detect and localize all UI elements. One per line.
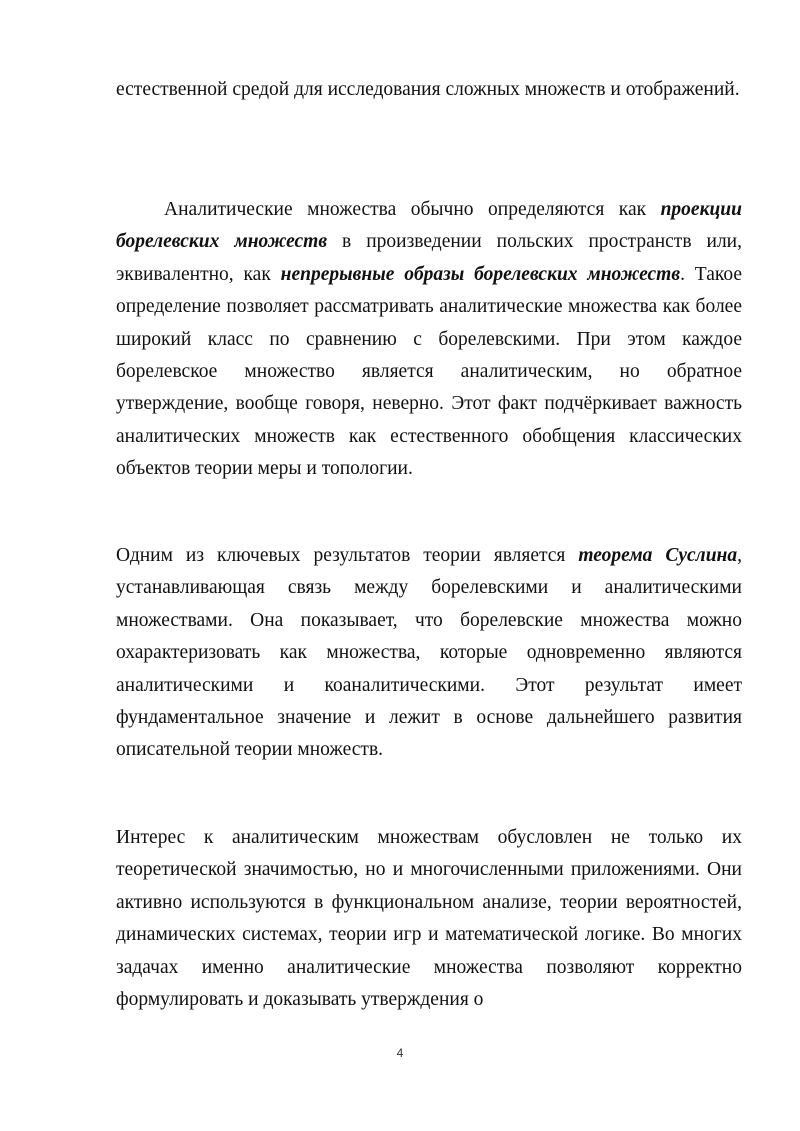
paragraph-analytic-definition xyxy=(116,194,742,486)
paragraph-text: Одним из ключевых результатов теории является xyxy=(116,545,579,566)
emphasis-term: проекции борелевских множеств xyxy=(116,199,742,253)
paragraph-applications xyxy=(116,822,742,1016)
paragraph-text: , устанавливающая связь между борелевскими и аналитическими множествами. Она показывает, что борелевские множества можно охарактеризовать как множества, которые одновременно являются аналитическими и коаналитическими. Этот результат имеет фундаментальное значение и лежит в основе дальнейшего развития описательной теории множеств. xyxy=(116,545,742,761)
paragraph-text: Аналитические множества обычно определяются как xyxy=(164,199,661,220)
page-number: 4 xyxy=(396,1046,404,1060)
paragraph-continuation xyxy=(116,74,742,106)
emphasis-term: теорема Суслина xyxy=(578,545,738,566)
paragraph-text: . Такое определение позволяет рассматривать аналитические множества как более широкий класс по сравнению с борелевскими. При этом каждое борелевское множество является аналитическим, но обратное утверждение, вообще говоря, неверно. Этот факт подчёркивает важность аналитических множеств как естественного обобщения классических объектов теории меры и топологии. xyxy=(116,263,742,480)
paragraph-suslin-theorem xyxy=(116,540,742,767)
paragraph-text: естественной средой для исследования сложных множеств и отображений. xyxy=(116,79,740,100)
paragraph-text: в произведении польских пространств или, эквивалентно, как xyxy=(116,231,742,285)
paragraph-text: Интерес к аналитическим множествам обусловлен не только их теоретической значимостью, но и многочисленными приложениями. Они активно используются в функциональном анализе, теории вероятностей, динамических системах, теории игр и математической логике. Во многих задачах именно аналитические множества позволяют корректно формулировать и доказывать утверждения о xyxy=(116,827,742,1011)
emphasis-term: непрерывные образы борелевских множеств xyxy=(280,263,681,285)
